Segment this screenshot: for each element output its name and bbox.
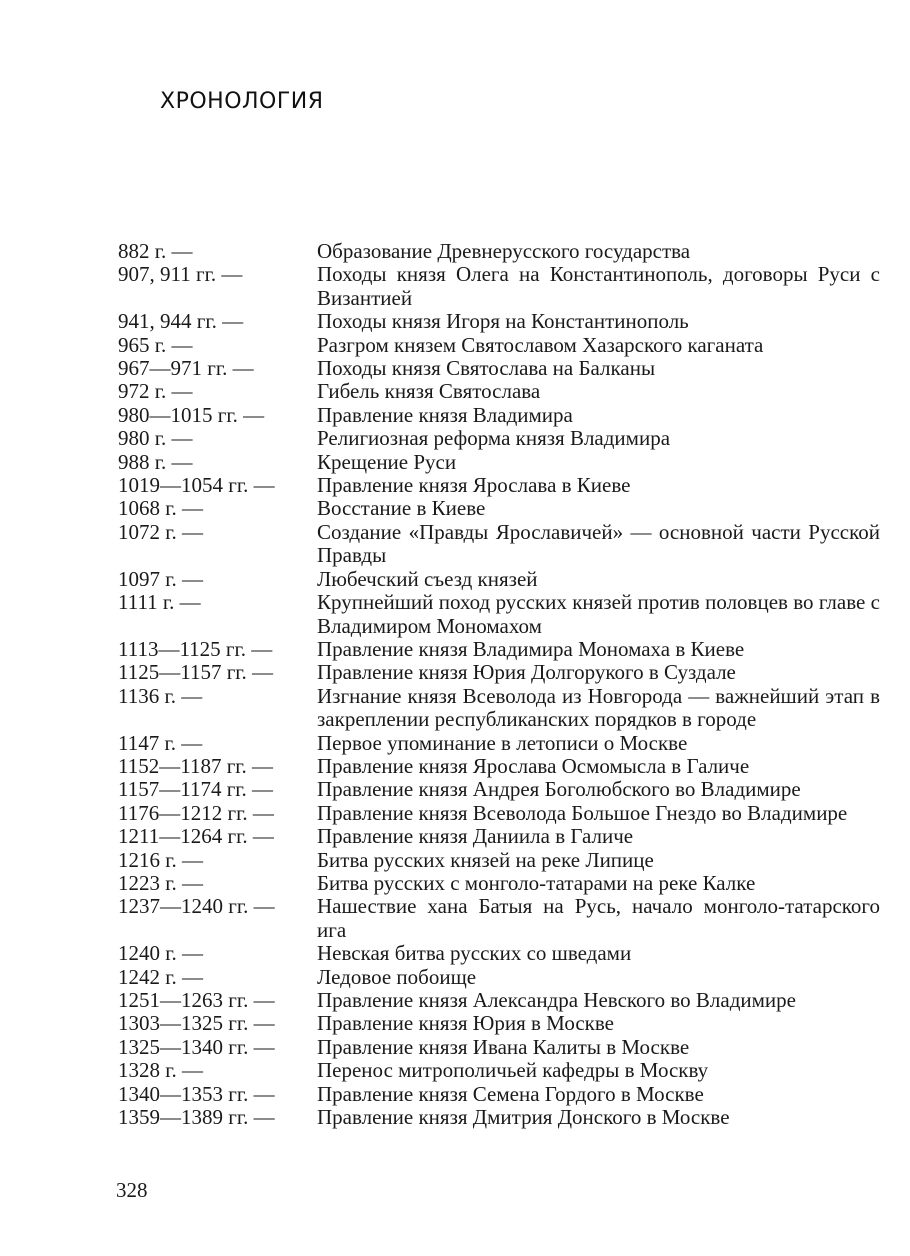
- chronology-entry: [118, 1083, 888, 1106]
- entry-date: 1223 г. —: [118, 870, 203, 895]
- entry-event: Битва русских князей на реке Липице: [317, 847, 654, 872]
- entry-date: 1359—1389 гг. —: [118, 1105, 275, 1130]
- chronology-entry: [118, 989, 888, 1012]
- chronology-entry: [118, 474, 888, 497]
- entry-event: Ледовое побоище: [317, 964, 477, 989]
- entry-date: 988 г. —: [118, 449, 193, 474]
- chronology-entry: [118, 942, 888, 965]
- entry-event: Правление князя Ивана Калиты в Москве: [317, 1034, 690, 1059]
- entry-date: 1328 г. —: [118, 1058, 203, 1083]
- entry-event: Походы князя Игоря на Константинополь: [317, 309, 689, 334]
- chronology-entry: [118, 966, 888, 989]
- chronology-entry: [118, 451, 888, 474]
- entry-date: 1152—1187 гг. —: [118, 753, 274, 778]
- chronology-entry: [118, 661, 888, 684]
- entry-date: 1097 г. —: [118, 566, 203, 591]
- entry-date: 1242 г. —: [118, 964, 203, 989]
- entry-event: Правление князя Ярослава Осмомысла в Галиче: [317, 753, 750, 778]
- chronology-entry: [118, 638, 888, 661]
- chronology-entry: [118, 685, 888, 732]
- entry-event: Любечский съезд князей: [317, 566, 538, 591]
- chronology-entry: [118, 334, 888, 357]
- chronology-entry: [118, 872, 888, 895]
- chronology-entry: [118, 895, 888, 942]
- chronology-entry: [118, 825, 888, 848]
- entry-event: Правление князя Юрия в Москве: [317, 1011, 614, 1036]
- entry-event: Правление князя Андрея Боголюбского во Владимире: [317, 777, 801, 802]
- entry-date: 1176—1212 гг. —: [118, 800, 274, 825]
- entry-event: Нашествие хана Батыя на Русь, начало монголо-татарского ига: [317, 894, 880, 942]
- entry-event: Первое упоминание в летописи о Москве: [317, 730, 688, 755]
- entry-event: Изгнание князя Всеволода из Новгорода — важнейший этап в закреплении республиканских порядков в городе: [317, 683, 880, 732]
- entry-event: Невская битва русских со шведами: [317, 941, 632, 966]
- entry-event: Правление князя Даниила в Галиче: [317, 824, 634, 849]
- entry-date: 1216 г. —: [118, 847, 203, 872]
- chronology-entry: [118, 521, 888, 568]
- entry-date: 907, 911 гг. —: [118, 262, 243, 287]
- entry-date: 1251—1263 гг. —: [118, 988, 275, 1012]
- entry-event: Правление князя Семена Гордого в Москве: [317, 1081, 704, 1106]
- entry-date: 1157—1174 гг. —: [118, 777, 274, 802]
- chronology-entry: [118, 497, 888, 520]
- chronology-entry: [118, 404, 888, 427]
- chronology-entry: [118, 263, 888, 310]
- chronology-entry: [118, 1012, 888, 1035]
- chronology-entry: [118, 732, 888, 755]
- entry-event: Гибель князя Святослава: [317, 379, 541, 404]
- entry-date: 1019—1054 гг. —: [118, 473, 275, 498]
- entry-event: Походы князя Святослава на Балканы: [317, 356, 656, 381]
- entry-date: 1072 г. —: [118, 519, 203, 544]
- entry-event: Правление князя Владимира: [317, 402, 573, 427]
- entry-event: Создание «Правды Ярославичей» — основной части Русской Правды: [317, 519, 880, 568]
- entry-event: Восстание в Киеве: [317, 496, 486, 521]
- entry-event: Религиозная реформа князя Владимира: [317, 426, 671, 451]
- entry-date: 1240 г. —: [118, 941, 203, 966]
- entry-event: Правление князя Владимира Мономаха в Киеве: [317, 636, 745, 661]
- entry-date: 1303—1325 гг. —: [118, 1011, 275, 1036]
- entry-date: 1125—1157 гг. —: [118, 660, 274, 685]
- entry-event: Битва русских с монголо-татарами на реке Калке: [317, 870, 756, 895]
- entry-event: Правление князя Дмитрия Донского в Москве: [317, 1105, 730, 1130]
- entry-event: Правление князя Александра Невского во Владимире: [317, 988, 796, 1012]
- entry-date: 972 г. —: [118, 379, 193, 404]
- chronology-entry: [118, 310, 888, 333]
- entry-event: Правление князя Всеволода Большое Гнездо во Владимире: [317, 800, 848, 825]
- chronology-entry: [118, 1059, 888, 1082]
- entry-date: 1068 г. —: [118, 496, 203, 521]
- chronology-entry: [118, 755, 888, 778]
- entry-event: Крещение Руси: [317, 449, 457, 474]
- entry-date: 980 г. —: [118, 426, 193, 451]
- entry-date: 965 г. —: [118, 332, 193, 357]
- chronology-entry: [118, 778, 888, 801]
- entry-event: Образование Древнерусского государства: [317, 239, 691, 263]
- chronology-entry: [118, 427, 888, 450]
- entry-date: 1111 г. —: [118, 590, 201, 615]
- chronology-entry: [118, 240, 888, 263]
- entry-date: 941, 944 гг. —: [118, 309, 244, 334]
- page-title: ХРОНОЛОГИЯ: [160, 89, 324, 114]
- entry-date: 1237—1240 гг. —: [118, 894, 275, 919]
- entry-event: Правление князя Юрия Долгорукого в Суздале: [317, 660, 736, 685]
- chronology-list: [118, 240, 888, 1129]
- chronology-entry: [118, 802, 888, 825]
- entry-event: Походы князя Олега на Константинополь, договоры Руси с Византией: [317, 262, 880, 310]
- entry-date: 882 г. —: [118, 239, 193, 263]
- entry-date: 1147 г. —: [118, 730, 203, 755]
- entry-date: 1340—1353 гг. —: [118, 1081, 275, 1106]
- entry-date: 1113—1125 гг. —: [118, 636, 273, 661]
- page-number: 328: [116, 1178, 148, 1202]
- chronology-entry: [118, 1106, 888, 1129]
- entry-event: Правление князя Ярослава в Киеве: [317, 473, 631, 498]
- entry-date: 1325—1340 гг. —: [118, 1034, 275, 1059]
- entry-date: 1211—1264 гг. —: [118, 824, 274, 849]
- entry-date: 980—1015 гг. —: [118, 402, 265, 427]
- entry-event: Разгром князем Святославом Хазарского каганата: [317, 332, 764, 357]
- entry-date: 967—971 гг. —: [118, 356, 254, 381]
- chronology-entry: [118, 591, 888, 638]
- chronology-entry: [118, 380, 888, 403]
- chronology-entry: [118, 1036, 888, 1059]
- chronology-entry: [118, 849, 888, 872]
- chronology-entry: [118, 568, 888, 591]
- entry-event: Перенос митрополичьей кафедры в Москву: [317, 1058, 709, 1083]
- chronology-entry: [118, 357, 888, 380]
- entry-event: Крупнейший поход русских князей против половцев во главе с Владимиром Мономахом: [317, 590, 880, 638]
- entry-date: 1136 г. —: [118, 683, 203, 708]
